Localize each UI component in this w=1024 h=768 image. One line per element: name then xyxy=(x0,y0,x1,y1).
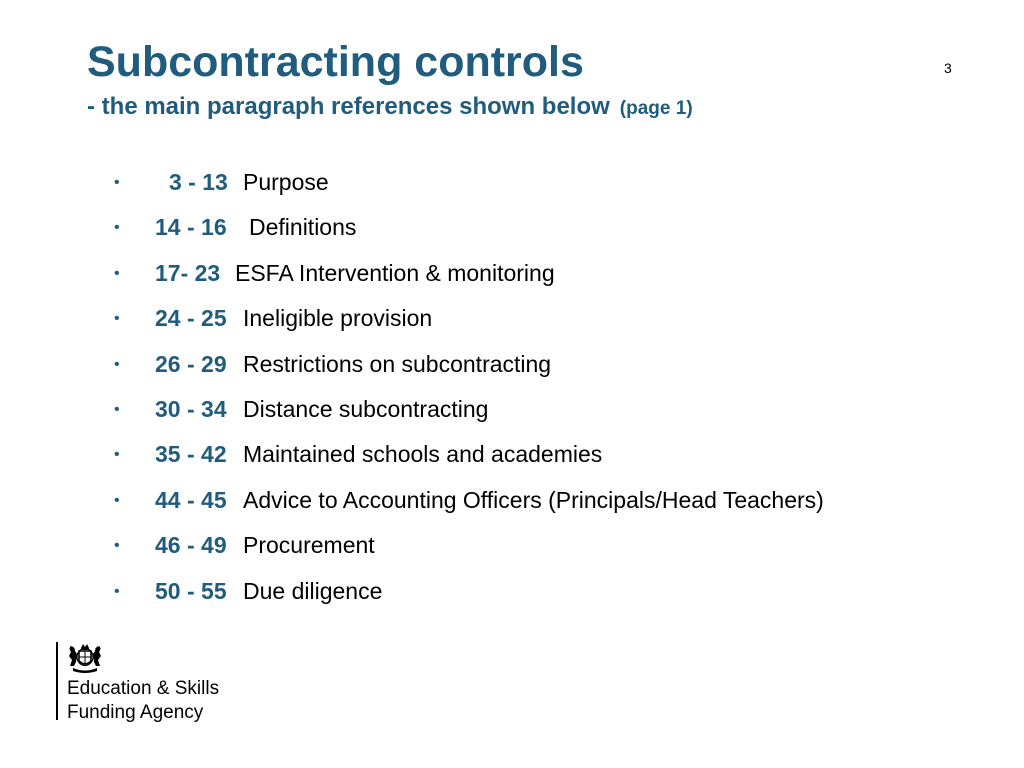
section-label: Distance subcontracting xyxy=(243,395,489,422)
bullet-icon: • xyxy=(114,537,120,555)
paragraph-reference: 50 - 55 xyxy=(155,577,227,604)
section-label: Procurement xyxy=(243,532,375,559)
paragraph-reference: 17- 23 xyxy=(155,259,221,286)
paragraph-reference: 44 - 45 xyxy=(155,486,227,513)
bullet-icon: • xyxy=(114,446,120,464)
bullet-icon: • xyxy=(114,174,120,191)
org-name-line-1: Education & Skills xyxy=(67,678,220,699)
section-label: ESFA Intervention & monitoring xyxy=(235,259,555,286)
bullet-icon: • xyxy=(114,400,120,418)
subtitle-text: - the main paragraph references shown below xyxy=(87,93,610,120)
section-label: Definitions xyxy=(249,214,357,241)
bullet-icon: • xyxy=(114,491,120,509)
section-label: Purpose xyxy=(243,169,329,195)
royal-crest-icon xyxy=(66,642,104,674)
logo-divider xyxy=(56,642,58,720)
esfa-logo xyxy=(56,640,256,723)
paragraph-reference: 3 - 13 xyxy=(169,169,228,195)
bullet-icon: • xyxy=(114,355,120,373)
page-subtitle xyxy=(87,92,693,124)
page-title: Subcontracting controls xyxy=(87,38,584,86)
paragraph-reference: 26 - 29 xyxy=(155,350,227,377)
section-label: Due diligence xyxy=(243,577,383,604)
section-label: Advice to Accounting Officers (Principals/Head Teachers) xyxy=(243,486,824,513)
org-name-line-2: Funding Agency xyxy=(67,702,204,723)
section-label: Restrictions on subcontracting xyxy=(243,350,552,377)
page-reference: (page 1) xyxy=(619,98,693,119)
section-label: Maintained schools and academies xyxy=(243,441,603,468)
paragraph-reference: 14 - 16 xyxy=(155,214,227,241)
bullet-icon: • xyxy=(114,219,120,237)
section-label: Ineligible provision xyxy=(243,305,433,332)
bullet-icon: • xyxy=(114,582,120,600)
slide-number: 3 xyxy=(944,60,952,76)
paragraph-reference: 24 - 25 xyxy=(155,305,227,332)
paragraph-reference: 46 - 49 xyxy=(155,532,227,559)
paragraph-reference: 35 - 42 xyxy=(155,441,227,468)
bullet-icon: • xyxy=(114,264,120,282)
bullet-icon: • xyxy=(114,310,120,328)
paragraph-reference: 30 - 34 xyxy=(155,395,227,422)
